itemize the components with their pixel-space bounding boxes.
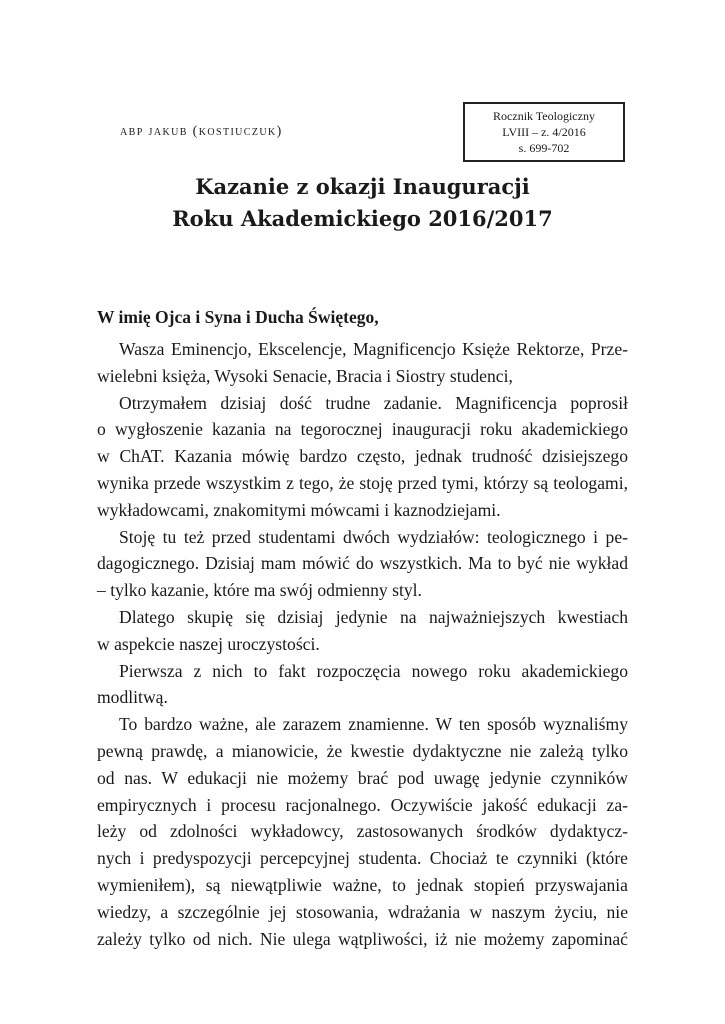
text-line: pewną prawdę, a mianowicie, że kwestie dydaktyczne nie zależą tylko: [97, 740, 628, 761]
text-line: wiedzy, a szczególnie jej stosowania, wdrażania w naszym życiu, nie: [97, 901, 628, 922]
text-line: w aspekcie naszej uroczystości.: [97, 633, 320, 654]
journal-name: Rocznik Teologiczny: [493, 109, 595, 123]
body-text: [97, 336, 628, 952]
text-line: Otrzymałem dzisiaj dość trudne zadanie. Magnificencja poprosił: [119, 392, 628, 413]
salutation: W imię Ojca i Syna i Ducha Świętego,: [97, 307, 379, 327]
author-name: abp jakub (kostiuczuk): [120, 124, 283, 139]
journal-volume: LVIII – z. 4/2016: [502, 125, 586, 139]
text-line: empirycznych i procesu racjonalnego. Oczywiście jakość edukacji za-: [97, 794, 628, 815]
text-line: Stoję tu też przed studentami dwóch wydziałów: teologicznego i pe-: [119, 526, 628, 547]
text-line: To bardzo ważne, ale zarazem znamienne. W ten sposób wyznaliśmy: [119, 714, 628, 735]
text-line: zależy tylko od nich. Nie ulega wątpliwości, iż nie możemy zapominać: [97, 928, 628, 949]
text-line: w ChAT. Kazania mówię bardzo często, jednak trudność dzisiejszego: [97, 446, 628, 467]
text-line: o wygłoszenie kazania na tegorocznej inauguracji roku akademickiego: [97, 419, 628, 440]
article-title-line-2: Roku Akademickiego 2016/2017: [172, 206, 553, 231]
text-line: modlitwą.: [97, 687, 168, 708]
text-line: Pierwsza z nich to fakt rozpoczęcia nowego roku akademickiego: [119, 660, 628, 681]
journal-pages: s. 699-702: [518, 141, 570, 155]
article-title-line-1: Kazanie z okazji Inauguracji: [195, 174, 530, 199]
text-line: wykładowcami, znakomitymi mówcami i kaznodziejami.: [97, 499, 501, 520]
text-line: Wasza Eminencjo, Ekscelencje, Magnificencjo Księże Rektorze, Prze-: [119, 339, 628, 359]
text-line: – tylko kazanie, które ma swój odmienny styl.: [97, 580, 422, 601]
text-line: Dlatego skupię się dzisiaj jedynie na najważniejszych kwestiach: [119, 606, 628, 627]
text-line: od nas. W edukacji nie możemy brać pod uwagę jedynie czynników: [97, 767, 628, 788]
text-line: wynika przede wszystkim z tego, że stoję przed tymi, którzy są teologami,: [97, 472, 628, 493]
text-line: wymieniłem), są niewątpliwie ważne, to jednak stopień przyswajania: [97, 874, 628, 895]
journal-info-box: [463, 102, 625, 162]
text-line: wielebni księża, Wysoki Senacie, Bracia i Siostry studenci,: [97, 365, 513, 386]
text-line: dagogicznego. Dzisiaj mam mówić do wszystkich. Ma to być nie wykład: [97, 553, 628, 574]
text-line: leży od zdolności wykładowcy, zastosowanych środków dydaktycz-: [97, 821, 628, 842]
text-line: nych i predyspozycji percepcyjnej studenta. Chociaż te czynniki (które: [97, 848, 628, 869]
